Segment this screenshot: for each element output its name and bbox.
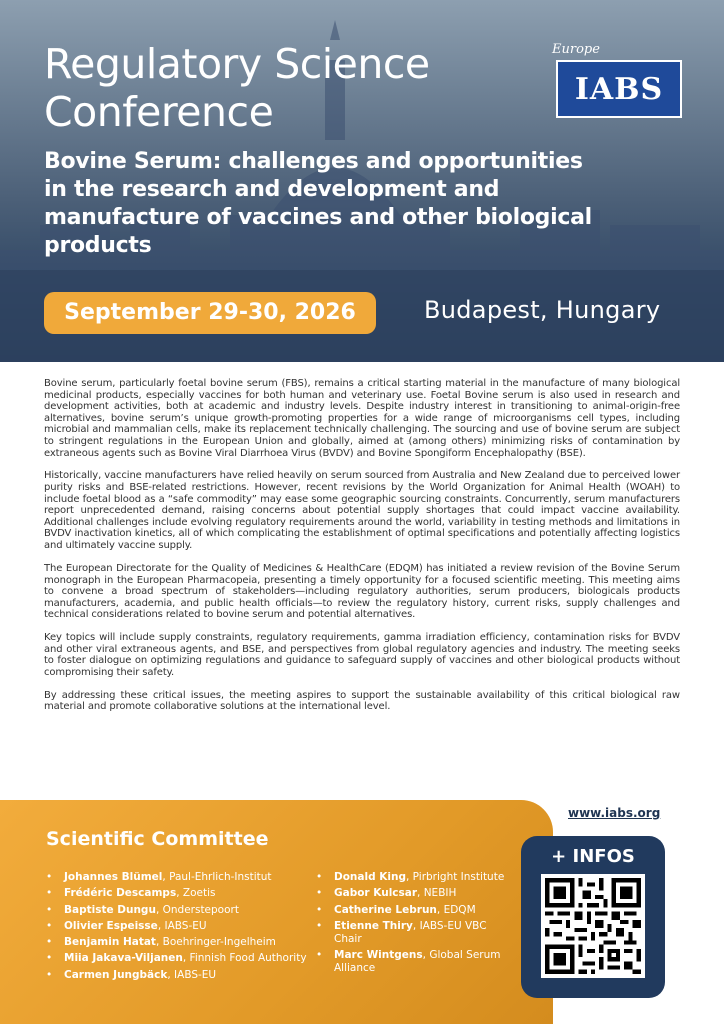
logo-box [556,60,682,118]
paragraph-4: Key topics will include supply constraints, regulatory requirements, gamma irradiation efficiency, contamination risks for BVDV and other viral extraneous agents, and BSE, and perspectives from global regulatory agencies and industry. The meeting seeks to foster dialogue on optimizing regulations and guidance to safeguard supply of vaccines and other biological products without compromising their safety. [44,632,680,678]
committee-list-left [46,871,316,985]
committee-member: • Olivier Espeisse, IABS-EU [46,920,316,933]
paragraph-5: By addressing these critical issues, the meeting aspires to support the sustainable availability of this critical biological raw material and promote collaborative solutions at the international level. [44,689,680,713]
description-body [44,378,680,724]
conference-title: Regulatory Science Conference [44,40,430,136]
committee-member: • Catherine Lebrun, EDQM [316,904,506,917]
website-link[interactable]: www.iabs.org [568,806,661,820]
committee-member: • Marc Wintgens, Global Serum Alliance [316,949,506,975]
committee-member: • Frédéric Descamps, Zoetis [46,887,316,900]
committee-list-right [316,871,506,978]
event-date: September 29-30, 2026 [44,292,376,334]
paragraph-1: Bovine serum, particularly foetal bovine serum (FBS), remains a critical starting material in the manufacture of many biological medicinal products, especially vaccines for both human and veterinary use. Foetal Bovine serum is also used in research and development activities, both at academic and industry levels. Despite industry interest in transitioning to animal-origin-free alternatives, bovine serum’s unique growth-promoting properties for a wide range of microorganisms cell types, including microbial and mammalian cells, make its replacement technically challenging. The sourcing and use of bovine serum are subject to stringent regulations in the European Union and globally, aimed at (among others) minimizing risks of contamination by extraneous agents such as Bovine Viral Diarrhoea Virus (BVDV) and Bovine Spongiform Encephalopathy (BSE). [44,378,680,459]
qr-code-icon[interactable] [541,874,645,978]
logo-region-label: Europe [552,42,600,57]
committee-member: • Miia Jakava-Viljanen, Finnish Food Authority [46,952,316,965]
committee-member: • Etienne Thiry, IABS-EU VBC Chair [316,920,506,946]
committee-member: • Donald King, Pirbright Institute [316,871,506,884]
header-banner [0,0,724,362]
committee-member: • Gabor Kulcsar, NEBIH [316,887,506,900]
event-location: Budapest, Hungary [424,296,661,324]
infos-label: + INFOS [551,846,635,867]
committee-title: Scientific Committee [46,828,269,850]
committee-member: • Baptiste Dungu, Onderstepoort [46,904,316,917]
committee-member: • Benjamin Hatat, Boehringer-Ingelheim [46,936,316,949]
infos-box[interactable] [521,836,665,998]
paragraph-3: The European Directorate for the Quality of Medicines & HealthCare (EDQM) has initiated a review revision of the Bovine Serum monograph in the European Pharmacopeia, presenting a timely opportunity for a focused scientific meeting. This meeting aims to convene a broad spectrum of stakeholders—including regulatory authorities, serum producers, biologicals products manufacturers, academia, and public health officials—to review the regulatory history, current risks, supply challenges and technical considerations related to bovine serum and potential alternatives. [44,562,680,621]
committee-member: • Carmen Jungbäck, IABS-EU [46,969,316,982]
committee-member: • Johannes Blümel, Paul-Ehrlich-Institut [46,871,316,884]
iabs-logo [552,42,682,122]
paragraph-2: Historically, vaccine manufacturers have relied heavily on serum sourced from Australia and New Zealand due to perceived lower purity risks and BSE-related restrictions. However, recent revisions by the World Organization for Animal Health (WOAH) to include foetal blood as a “safe commodity” may ease some geographic sourcing constraints. Concurrently, serum manufacturers report unprecedented demand, raising concerns about potential supply shortages that could impact vaccine availability. Additional challenges include evolving regulatory requirements around the world, variability in testing methods and limitations in BVDV inactivation kinetics, all of which complicating the establishment of optimal specifications and potentially affecting logistics and ultimately vaccine supply. [44,470,680,552]
logo-text: IABS [574,71,664,107]
conference-subtitle: Bovine Serum: challenges and opportunities in the research and development and manufacture of vaccines and other biological products [44,149,592,258]
